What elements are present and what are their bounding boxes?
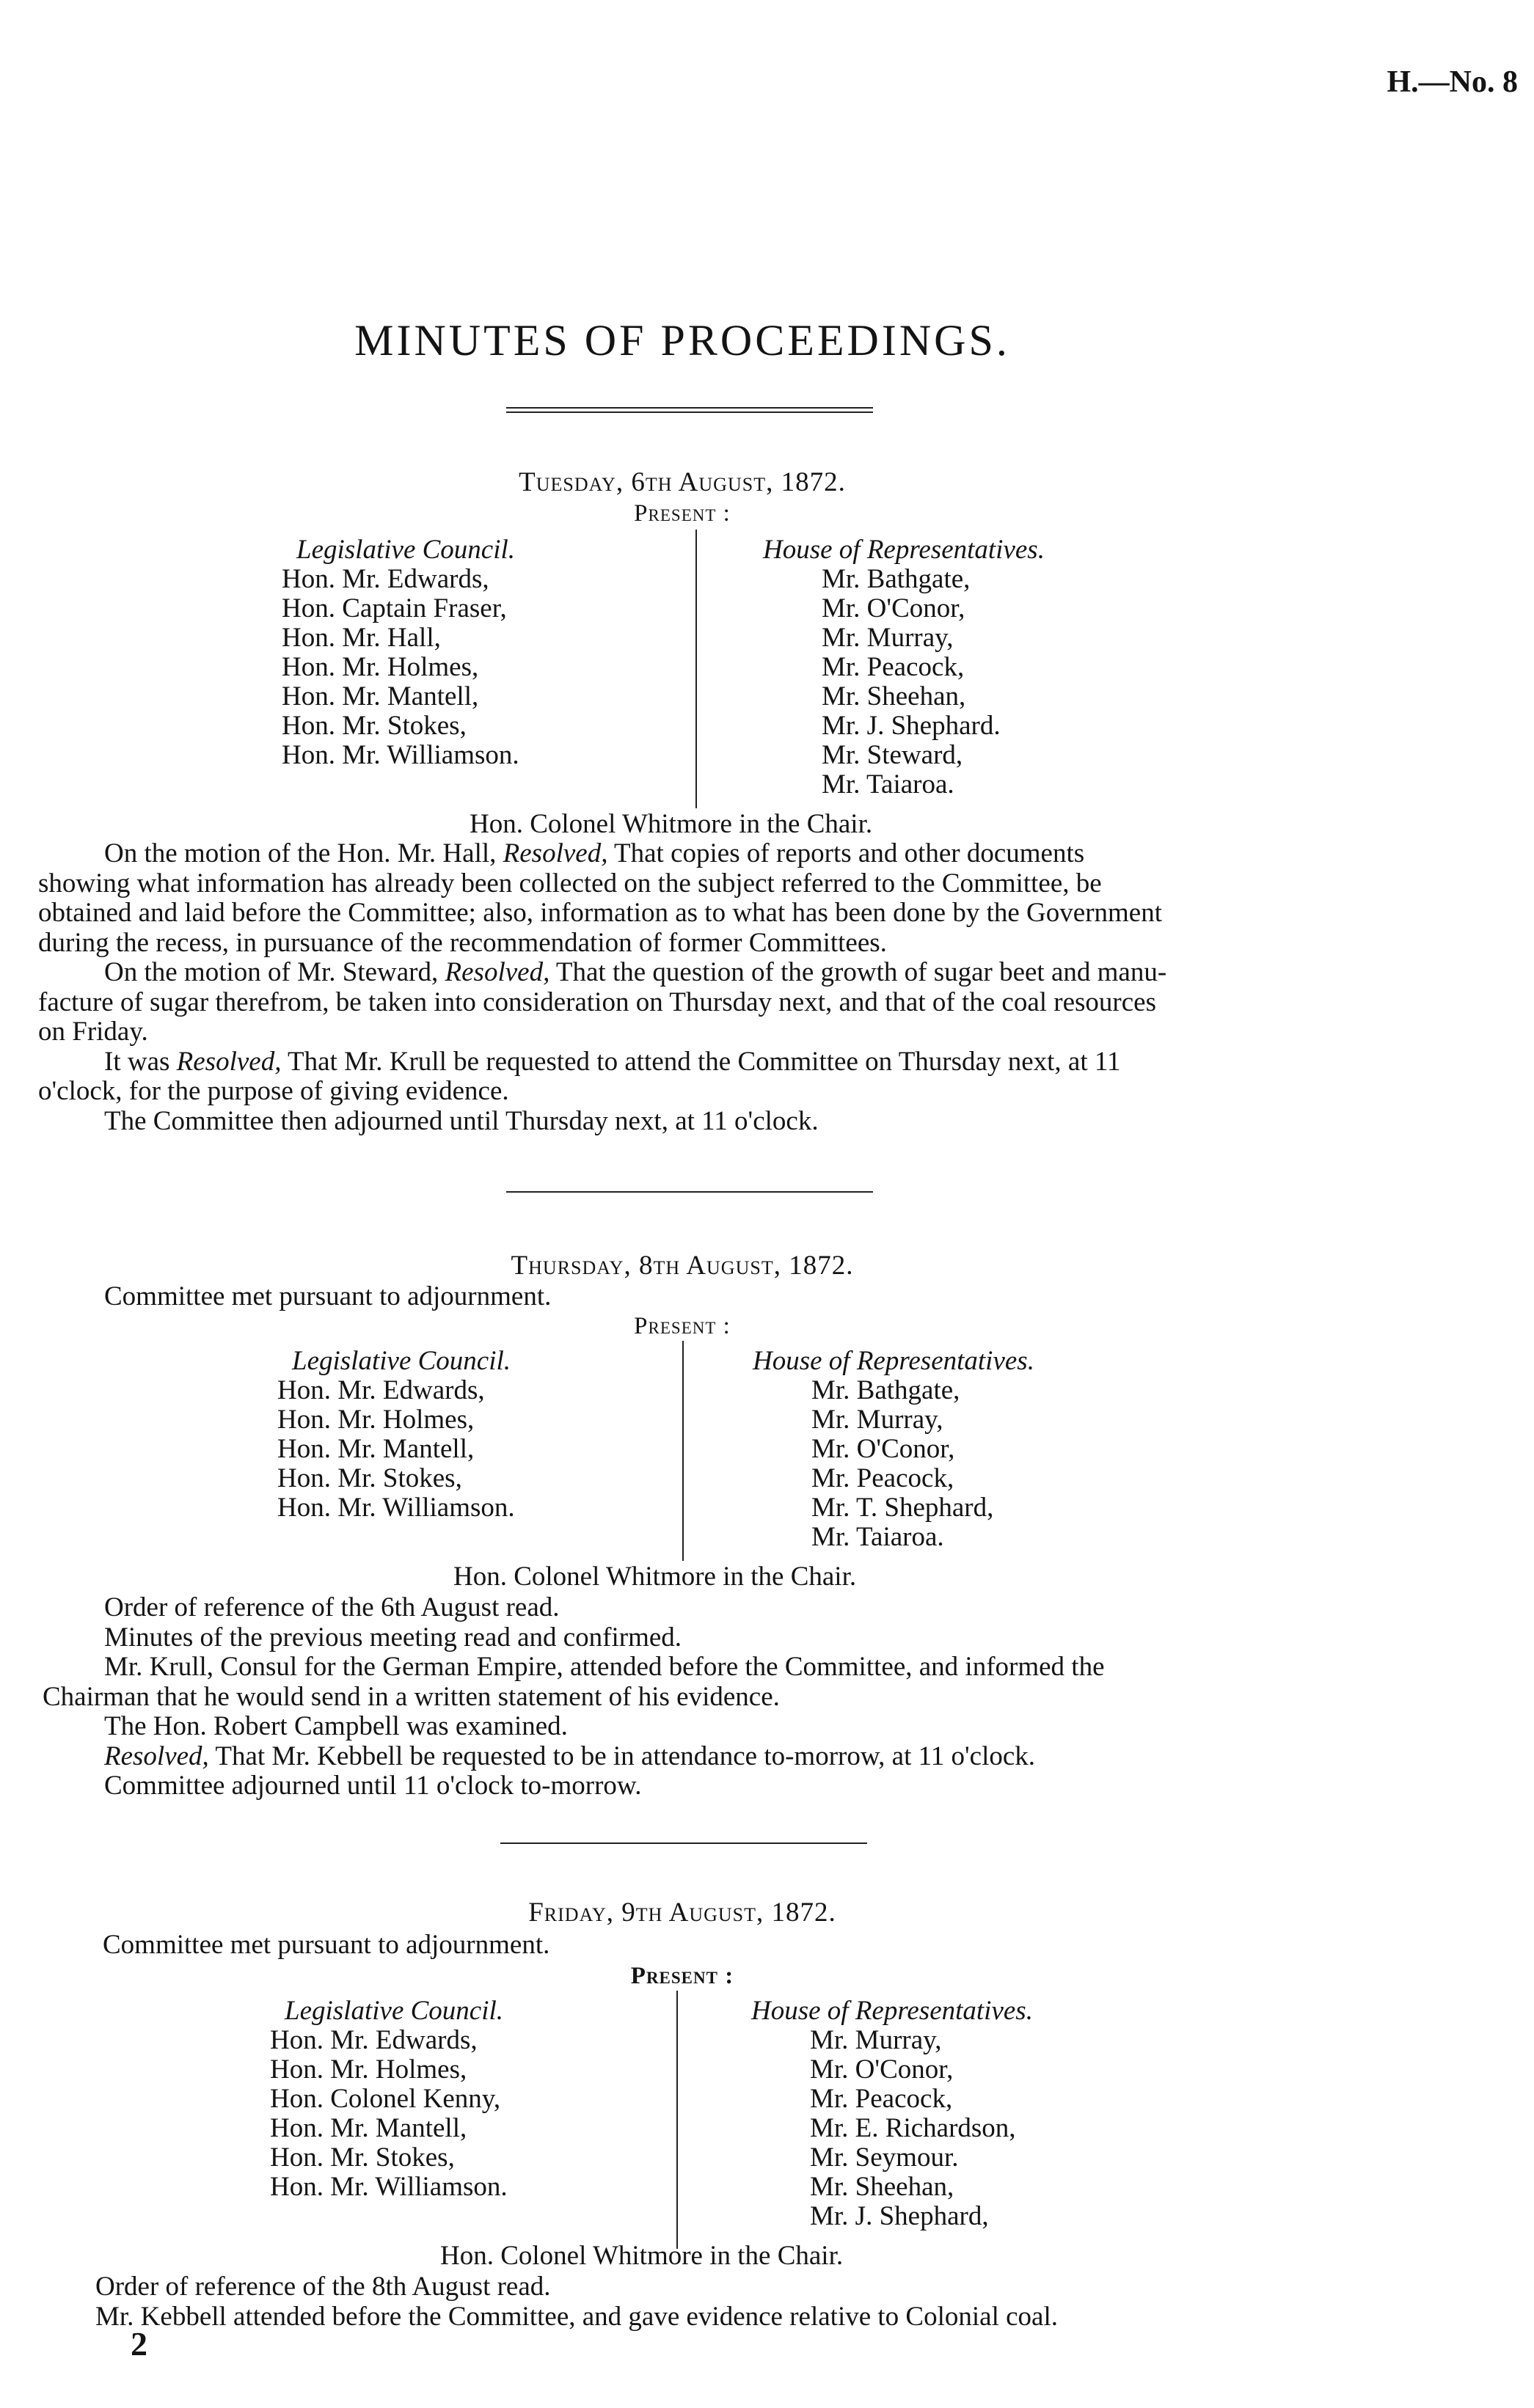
column-divider: [682, 1341, 684, 1561]
page-number: 2: [131, 2325, 147, 2363]
column-divider: [676, 1991, 678, 2249]
house-member: Mr. O'Conor,: [811, 1434, 955, 1464]
chair-statement: Hon. Colonel Whitmore in the Chair.: [440, 2241, 844, 2271]
meeting-date: Friday, 9th August, 1872.: [528, 1898, 836, 1928]
council-member: Hon. Captain Fraser,: [282, 593, 507, 623]
paragraph-line: obtained and laid before the Committee; also, information as to what has been done by the Government: [38, 898, 1162, 928]
council-heading: Legislative Council.: [285, 1996, 504, 2026]
council-member: Hon. Mr. Mantell,: [277, 1434, 475, 1464]
house-member: Mr. T. Shephard,: [811, 1493, 994, 1523]
present-label: Present :: [634, 1313, 731, 1339]
house-member: Mr. Murray,: [822, 623, 954, 653]
page-title: MINUTES OF PROCEEDINGS.: [354, 316, 1010, 365]
paragraph-line: Chairman that he would send in a written statement of his evidence.: [43, 1681, 780, 1712]
section-divider: [500, 1842, 867, 1844]
house-member: Mr. Peacock,: [810, 2084, 953, 2114]
house-member: Mr. Taiaroa.: [811, 1522, 944, 1552]
house-member: Mr. E. Richardson,: [810, 2113, 1016, 2143]
council-member: Hon. Mr. Holmes,: [270, 2054, 467, 2085]
council-member: Hon. Mr. Stokes,: [277, 1463, 462, 1493]
section-divider: [506, 1191, 873, 1193]
present-label: Present :: [634, 500, 731, 527]
paragraph-line: Minutes of the previous meeting read and confirmed.: [104, 1622, 682, 1653]
house-member: Mr. O'Conor,: [810, 2054, 954, 2085]
council-heading: Legislative Council.: [296, 535, 516, 565]
council-member: Hon. Mr. Mantell,: [270, 2113, 467, 2143]
paragraph-text: That copies of reports and other documents: [607, 838, 1085, 868]
house-member: Mr. Steward,: [822, 740, 963, 770]
paragraph-text: That Mr. Kebbell be requested to be in attendance to-morrow, at 11 o'clock.: [208, 1741, 1036, 1771]
council-member: Hon. Colonel Kenny,: [270, 2084, 501, 2114]
paragraph-text: It was: [104, 1046, 177, 1077]
house-heading: House of Representatives.: [753, 1346, 1034, 1376]
house-member: Mr. J. Shephard.: [822, 711, 1001, 741]
council-list: [270, 1997, 508, 2202]
present-label: Present :: [630, 1963, 734, 1989]
paragraph-line: o'clock, for the purpose of giving evidence.: [38, 1076, 509, 1106]
meeting-date: Thursday, 8th August, 1872.: [511, 1251, 854, 1281]
council-member: Hon. Mr. Edwards,: [277, 1375, 485, 1405]
house-member: Mr. J. Shephard,: [810, 2201, 989, 2231]
council-member: Hon. Mr. Williamson.: [270, 2172, 508, 2202]
council-list: [277, 1347, 515, 1523]
house-member: Mr. Peacock,: [822, 652, 965, 682]
house-list: [751, 1997, 1033, 2231]
council-list: [282, 535, 519, 770]
house-list: [763, 535, 1045, 799]
paragraph-line: Mr. Krull, Consul for the German Empire, attended before the Committee, and informed the: [104, 1652, 1105, 1682]
minutes-body: [43, 1593, 1105, 1801]
council-member: Hon. Mr. Hall,: [282, 623, 441, 653]
council-member: Hon. Mr. Edwards,: [282, 564, 489, 594]
paragraph-text: On the motion of Mr. Steward,: [104, 957, 445, 987]
resolved-label: Resolved,: [445, 957, 550, 987]
council-heading: Legislative Council.: [292, 1346, 511, 1376]
house-member: Mr. Bathgate,: [811, 1375, 960, 1405]
house-member: Mr. Sheehan,: [822, 681, 966, 711]
house-member: Mr. Peacock,: [811, 1463, 954, 1493]
council-member: Hon. Mr. Holmes,: [277, 1405, 475, 1435]
title-divider: [506, 407, 873, 413]
chair-statement: Hon. Colonel Whitmore in the Chair.: [470, 809, 873, 839]
meeting-opened: Committee met pursuant to adjournment.: [104, 1281, 552, 1311]
page-code: H.—No. 8: [1387, 65, 1518, 99]
house-member: Mr. Sheehan,: [810, 2172, 954, 2202]
paragraph-line: facture of sugar therefrom, be taken into consideration on Thursday next, and that of the coal resources: [38, 987, 1156, 1017]
paragraph-line: Committee adjourned until 11 o'clock to-morrow.: [104, 1771, 642, 1801]
chair-statement: Hon. Colonel Whitmore in the Chair.: [453, 1562, 857, 1592]
council-member: Hon. Mr. Stokes,: [282, 711, 467, 741]
council-member: Hon. Mr. Williamson.: [282, 740, 519, 770]
minutes-body: [38, 839, 1166, 1136]
paragraph-line: showing what information has already been collected on the subject referred to the Committee, be: [38, 868, 1102, 899]
house-heading: House of Representatives.: [751, 1996, 1033, 2026]
paragraph-line: The Hon. Robert Campbell was examined.: [104, 1711, 568, 1741]
meeting-date: Tuesday, 6th August, 1872.: [519, 467, 846, 497]
council-member: Hon. Mr. Edwards,: [270, 2025, 478, 2055]
paragraph-line: Order of reference of the 6th August read.: [104, 1592, 560, 1622]
resolved-label: Resolved,: [104, 1741, 209, 1771]
paragraph-text: That Mr. Krull be requested to attend the Committee on Thursday next, at 11: [281, 1046, 1121, 1077]
house-member: Mr. Murray,: [811, 1405, 943, 1435]
council-member: Hon. Mr. Holmes,: [282, 652, 479, 682]
house-list: [753, 1347, 1034, 1552]
council-member: Hon. Mr. Williamson.: [277, 1493, 515, 1523]
house-heading: House of Representatives.: [763, 535, 1045, 565]
resolved-label: Resolved,: [503, 838, 608, 868]
house-member: Mr. O'Conor,: [822, 593, 965, 623]
house-member: Mr. Taiaroa.: [822, 769, 954, 799]
paragraph-line: Order of reference of the 8th August read.: [95, 2272, 551, 2302]
paragraph-line: on Friday.: [38, 1017, 148, 1047]
minutes-body: [95, 2272, 1058, 2332]
resolved-label: Resolved,: [176, 1046, 282, 1077]
paragraph-text: That the question of the growth of sugar beet and manu-: [549, 957, 1167, 987]
council-member: Hon. Mr. Mantell,: [282, 681, 479, 711]
paragraph-text: On the motion of the Hon. Mr. Hall,: [104, 838, 503, 868]
paragraph-line: during the recess, in pursuance of the recommendation of former Committees.: [38, 927, 887, 958]
column-divider: [695, 530, 697, 808]
meeting-opened: Committee met pursuant to adjournment.: [103, 1930, 550, 1960]
paragraph-line: Mr. Kebbell attended before the Committee, and gave evidence relative to Colonial coal.: [95, 2301, 1059, 2332]
house-member: Mr. Seymour.: [810, 2142, 959, 2173]
paragraph-line: The Committee then adjourned until Thursday next, at 11 o'clock.: [104, 1105, 819, 1136]
house-member: Mr. Bathgate,: [822, 564, 971, 594]
house-member: Mr. Murray,: [810, 2025, 942, 2055]
council-member: Hon. Mr. Stokes,: [270, 2142, 455, 2173]
